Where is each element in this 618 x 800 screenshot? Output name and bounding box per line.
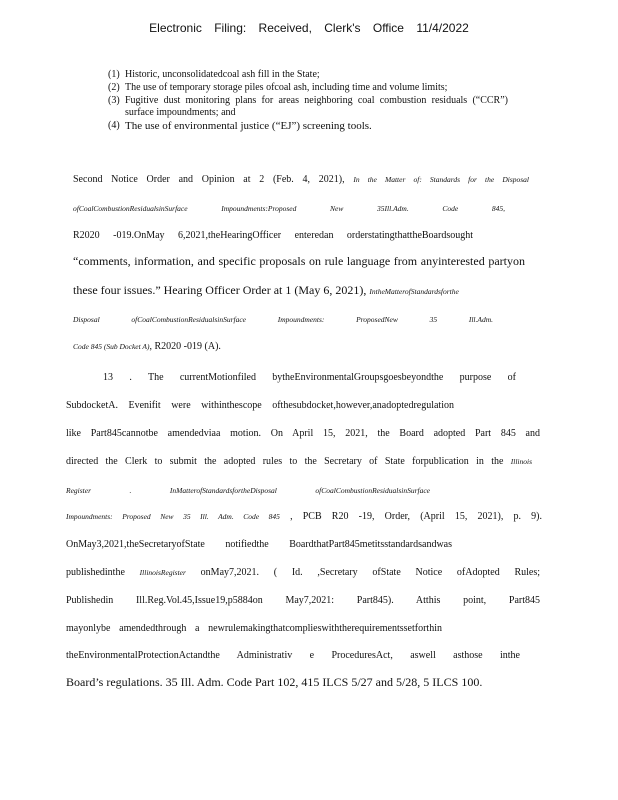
body-text: like Part845cannotbe amendedviaa motion. On April 15, 2021, the Board adopted Part 845 and xyxy=(66,428,540,439)
case-citation: IntheMatterofStandardsforthe xyxy=(369,287,459,296)
body-text: theEnvironmentalProtectionActandthe Administrativ e ProceduresAct, aswell asthose inthe xyxy=(66,650,520,661)
body-text: onMay7,2021. ( Id. ,Secretary ofState Notice ofAdopted Rules; xyxy=(200,567,541,578)
issue-item xyxy=(108,120,508,132)
paragraph-line xyxy=(73,340,221,353)
body-text: directed the Clerk to submit the adopted rules to the Secretary of State forpublication in the xyxy=(66,456,504,467)
issue-number: (2) xyxy=(108,82,120,93)
issue-item xyxy=(108,69,508,81)
paragraph-line xyxy=(66,649,520,662)
issue-number: (1) xyxy=(108,69,120,80)
paragraph-line xyxy=(66,399,454,412)
issues-list xyxy=(108,69,508,133)
paragraph-line xyxy=(66,622,442,635)
paragraph-line xyxy=(73,229,473,242)
issue-text: Historic, unconsolidatedcoal ash fill in the State; xyxy=(125,69,320,80)
paragraph-line xyxy=(73,284,459,298)
case-citation: Impoundments: Proposed New 35 Ill. Adm. Code 845 xyxy=(66,512,280,521)
body-text: mayonlybe amendedthrough a newrulemakingthatcomplieswiththerequirementssetforthin xyxy=(66,623,442,634)
paragraph-line xyxy=(73,202,505,215)
paragraph-line xyxy=(66,594,540,607)
paragraph-line xyxy=(73,313,493,326)
paragraph-line xyxy=(66,455,532,468)
body-text: Board’s regulations. 35 Ill. Adm. Code Part 102, 415 ILCS 5/27 and 5/28, 5 ILCS 100. xyxy=(66,675,483,689)
body-text: Second Notice Order and Opinion at 2 (Feb. 4, 2021), xyxy=(73,174,345,185)
filing-header: Electronic Filing: Received, Clerk's Office 11/4/2022 xyxy=(149,21,469,35)
case-citation: ofCoalCombustionResidualsinSurface Impoundments:Proposed New 35Ill.Adm. Code 845, xyxy=(73,204,505,213)
issue-number: (3) xyxy=(108,95,120,106)
body-text: these four issues.” Hearing Officer Order at 1 (May 6, 2021), xyxy=(73,283,367,297)
paragraph-line xyxy=(66,538,452,551)
body-text: SubdocketA. Evenifit were withinthescope ofthesubdocket,however,anadoptedregulation xyxy=(66,400,454,411)
body-text: 13 . The currentMotionfiled bytheEnvironmentalGroupsgoesbeyondthe purpose of xyxy=(103,372,516,383)
body-text: R2020 -019.OnMay 6,2021,theHearingOfficer enteredan orderstatingthattheBoardsought xyxy=(73,230,473,241)
body-text: publishedinthe xyxy=(66,567,125,578)
paragraph-line xyxy=(73,255,525,268)
paragraph-line xyxy=(103,371,516,384)
paragraph-line xyxy=(66,566,540,579)
body-text: , R2020 -019 (A). xyxy=(149,341,221,352)
paragraph-line xyxy=(66,427,540,440)
paragraph-line xyxy=(66,510,542,523)
paragraph-line xyxy=(66,484,430,497)
case-citation: Code 845 (Sub Docket A) xyxy=(73,342,150,351)
issue-item xyxy=(108,95,508,119)
case-citation: Illinois xyxy=(510,457,533,466)
issue-item xyxy=(108,82,508,94)
body-text: , PCB R20 -19, Order, (April 15, 2021), p. 9). xyxy=(290,511,543,522)
issue-text: The use of environmental justice (“EJ”) screening tools. xyxy=(125,120,372,132)
issue-text: Fugitive dust monitoring plans for areas neighboring coal combustion residuals (“CCR”) surface impoundments; and xyxy=(125,95,508,118)
case-citation: In the Matter of: Standards for the Disposal xyxy=(353,175,529,184)
issue-text: The use of temporary storage piles ofcoal ash, including time and volume limits; xyxy=(125,82,448,93)
issue-number: (4) xyxy=(108,120,120,131)
body-text: “comments, information, and specific proposals on rule language from anyinterested partyon xyxy=(73,254,525,268)
paragraph-line xyxy=(73,173,529,186)
case-citation: Register . InMatterofStandardsfortheDisposal ofCoalCombustionResidualsinSurface xyxy=(66,486,430,495)
body-text: OnMay3,2021,theSecretaryofState notifiedthe BoardthatPart845metitsstandardsandwas xyxy=(66,539,452,550)
body-text: Publishedin Ill.Reg.Vol.45,Issue19,p5884on May7,2021: Part845). Atthis point, Part845 xyxy=(66,595,540,606)
paragraph-line xyxy=(66,676,482,689)
journal-citation: IllinoisRegister xyxy=(139,568,186,577)
case-citation: Disposal ofCoalCombustionResidualsinSurface Impoundments: ProposedNew 35 Ill.Adm. xyxy=(73,315,493,324)
